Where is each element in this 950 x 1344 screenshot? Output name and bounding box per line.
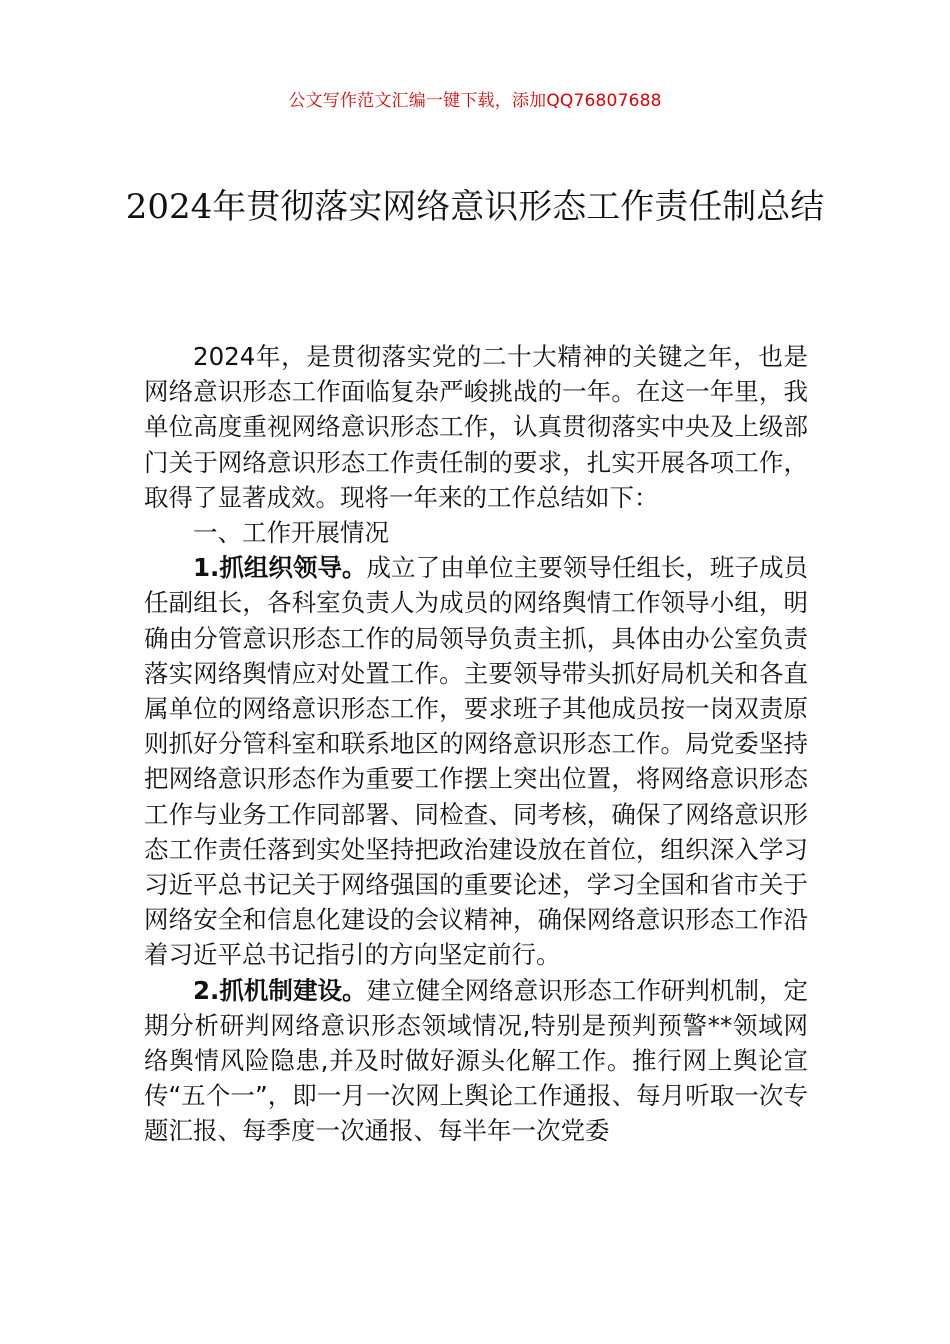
section-heading-text: 一、工作开展情况 — [193, 518, 389, 548]
paragraph-lead: 1.抓组织领导。 — [193, 553, 367, 583]
document-body — [144, 339, 808, 1149]
intro-paragraph — [144, 339, 808, 515]
paragraph-text: 成立了由单位主要领导任组长，班子成员任副组长，各科室负责人为成员的网络舆情工作领导小组，明确由分管意识形态工作的局领导负责主抓，具体由办公室负责落实网络舆情应对处置工作。主要领导带头抓好局机关和各直属单位的网络意识形态工作，要求班子其他成员按一岗双责原则抓好分管科室和联系地区的网络意识形态工作。局党委坚持把网络意识形态作为重要工作摆上突出位置，将网络意识形态工作与业务工作同部署、同检查、同考核，确保了网络意识形态工作责任落到实处坚持把政治建设放在首位，组织深入学习习近平总书记关于网络强国的重要论述，学习全国和省市关于网络安全和信息化建设的会议精神，确保网络意识形态工作沿着习近平总书记指引的方向坚定前行。 — [144, 553, 808, 970]
paragraph-text: 建立健全网络意识形态工作研判机制，定期分析研判网络意识形态领域情况,特别是预判预警**领域网络舆情风险隐患,并及时做好源头化解工作。推行网上舆论宣传“五个一”，即一月一次网上舆论工作通报、每月听取一次专题汇报、每季度一次通报、每半年一次党委 — [144, 975, 808, 1146]
paragraph-mechanism-building — [144, 973, 808, 1149]
section-heading-work-status — [144, 515, 808, 550]
paragraph-organization-leadership — [144, 550, 808, 972]
document-title: 2024年贯彻落实网络意识形态工作责任制总结 — [125, 187, 825, 227]
intro-text: 2024年，是贯彻落实党的二十大精神的关键之年，也是网络意识形态工作面临复杂严峻挑战的一年。在这一年里，我单位高度重视网络意识形态工作，认真贯彻落实中央及上级部门关于网络意识形态工作责任制的要求，扎实开展各项工作，取得了显著成效。现将一年来的工作总结如下： — [144, 342, 808, 512]
download-notice: 公文写作范文汇编一键下载，添加QQ76807688 — [288, 91, 662, 111]
paragraph-lead: 2.抓机制建设。 — [193, 975, 367, 1005]
